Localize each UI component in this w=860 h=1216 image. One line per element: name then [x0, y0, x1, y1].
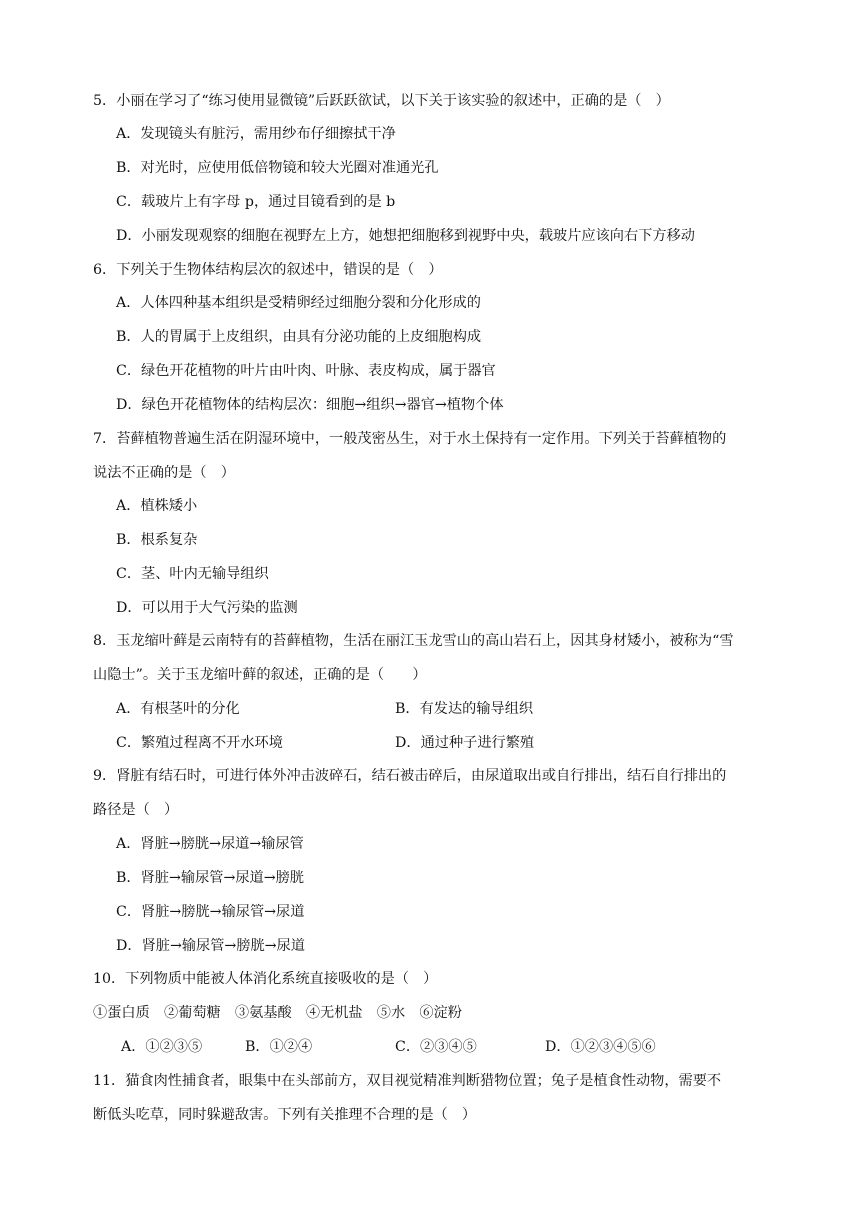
question-8-option-d: D．通过种子进行繁殖	[395, 735, 535, 751]
question-7-option-c: C．茎、叶内无输导组织	[116, 566, 269, 582]
question-5-option-d: D．小丽发现观察的细胞在视野左上方，她想把细胞移到视野中央，载玻片应该向右下方移动	[116, 228, 695, 244]
question-8-option-c: C．繁殖过程离不开水环境	[116, 735, 283, 751]
question-5-option-c: C．载玻片上有字母 p，通过目镜看到的是 b	[116, 194, 396, 210]
question-5-option-b: B．对光时，应使用低倍物镜和较大光圈对准通光孔	[116, 160, 439, 176]
question-8-stem-line-1: 8．玉龙缩叶藓是云南特有的苔藓植物，生活在丽江玉龙雪山的高山岩石上，因其身材矮小，被称为“雪	[93, 633, 734, 649]
question-10-option-b: B．①②④	[245, 1039, 313, 1055]
question-6-option-c: C．绿色开花植物的叶片由叶肉、叶脉、表皮构成，属于器官	[116, 363, 496, 379]
question-6-option-a: A．人体四种基本组织是受精卵经过细胞分裂和分化形成的	[116, 295, 481, 311]
question-10-option-d: D．①②③④⑤⑥	[545, 1039, 656, 1055]
question-10-stem: 10．下列物质中能被人体消化系统直接吸收的是（ ）	[93, 971, 438, 987]
question-7-stem-line-2: 说法不正确的是（ ）	[93, 465, 235, 481]
question-8-option-a: A．有根茎叶的分化	[116, 701, 240, 717]
question-5-option-a: A．发现镜头有脏污，需用纱布仔细擦拭干净	[116, 126, 396, 142]
question-6-option-b: B．人的胃属于上皮组织，由具有分泌功能的上皮细胞构成	[116, 329, 482, 345]
question-9-option-c: C．肾脏→膀胱→输尿管→尿道	[116, 904, 305, 920]
question-9-stem-line-2: 路径是（ ）	[93, 802, 179, 818]
question-7-option-a: A．植株矮小	[116, 498, 198, 514]
question-10-items: ①蛋白质 ②葡萄糖 ③氨基酸 ④无机盐 ⑤水 ⑥淀粉	[93, 1005, 462, 1021]
question-7-option-b: B．根系复杂	[116, 532, 198, 548]
question-10-option-c: C．②③④⑤	[395, 1039, 477, 1055]
question-7-option-d: D．可以用于大气污染的监测	[116, 600, 298, 616]
question-6-option-d: D．绿色开花植物体的结构层次：细胞→组织→器官→植物个体	[116, 397, 504, 413]
question-6-stem: 6．下列关于生物体结构层次的叙述中，错误的是（ ）	[93, 262, 443, 278]
question-7-stem-line-1: 7．苔藓植物普遍生活在阴湿环境中，一般茂密丛生，对于水土保持有一定作用。下列关于苔藓植物的	[93, 431, 727, 447]
question-9-stem-line-1: 9．肾脏有结石时，可进行体外冲击波碎石，结石被击碎后，由尿道取出或自行排出，结石自行排出的	[93, 768, 727, 784]
question-11-stem-line-2: 断低头吃草，同时躲避敌害。下列有关推理不合理的是（ ）	[93, 1107, 477, 1123]
question-9-option-b: B．肾脏→输尿管→尿道→膀胱	[116, 870, 304, 886]
question-11-stem-line-1: 11．猫食肉性捕食者，眼集中在头部前方，双目视觉精准判断猎物位置；兔子是植食性动物，需要不	[93, 1073, 722, 1089]
question-5-stem: 5．小丽在学习了“练习使用显微镜”后跃跃欲试，以下关于该实验的叙述中，正确的是（ ）	[93, 93, 670, 109]
question-8-stem-line-2: 山隐士”。关于玉龙缩叶藓的叙述，正确的是（ ）	[93, 667, 427, 683]
question-9-option-d: D．肾脏→输尿管→膀胱→尿道	[116, 938, 305, 954]
question-10-option-a: A．①②③⑤	[121, 1039, 203, 1055]
question-9-option-a: A．肾脏→膀胱→尿道→输尿管	[116, 836, 304, 852]
question-8-option-b: B．有发达的输导组织	[395, 701, 534, 717]
